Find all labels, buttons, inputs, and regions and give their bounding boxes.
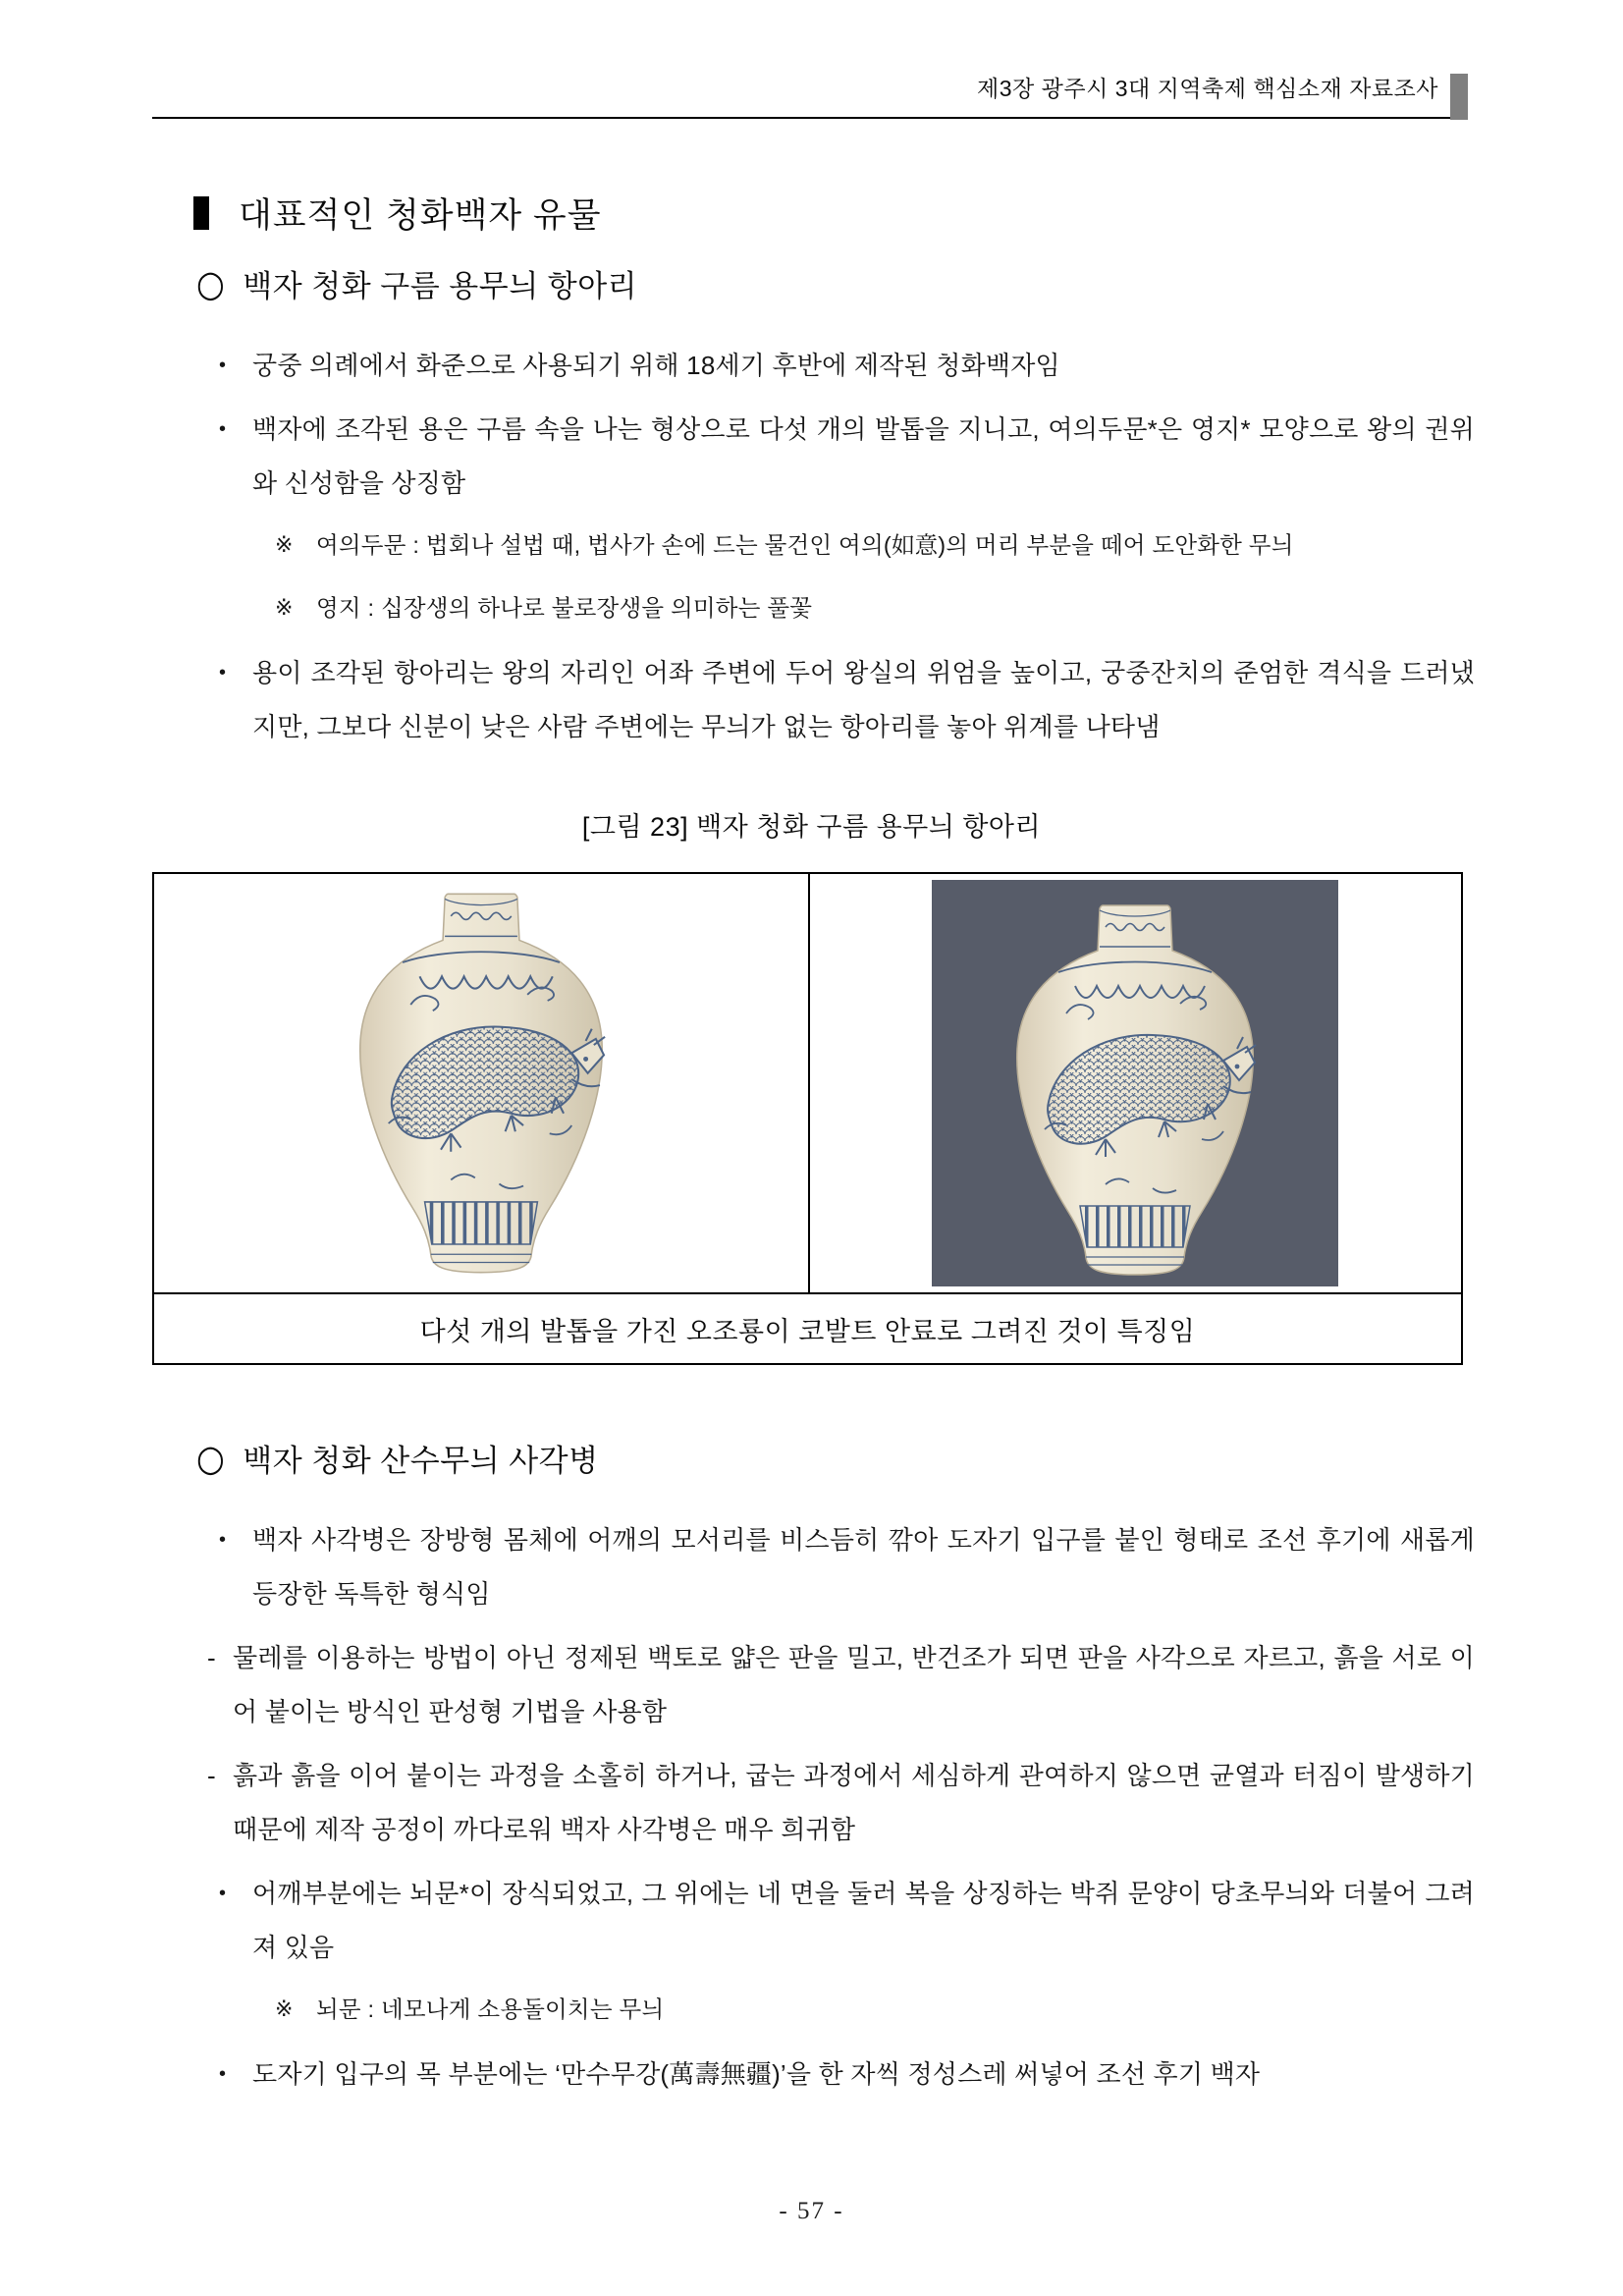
section-items <box>0 339 1623 754</box>
jar-illustration-dark-bg <box>988 894 1282 1286</box>
dash-marker: - <box>207 1761 216 1790</box>
list-item <box>219 339 1475 393</box>
section-heading-row <box>196 1436 1623 1480</box>
reference-marker: ※ <box>275 595 294 620</box>
jar-photo-dark-bg <box>932 880 1338 1286</box>
jar-illustration-white-bg <box>330 882 632 1285</box>
section-cloud-dragon-jar <box>0 261 1623 764</box>
running-head-chapter: 제3장 광주시 3대 지역축제 핵심소재 자료조사 <box>977 76 1438 101</box>
figure-caption: [그림 23] 백자 청화 구름 용무늬 항아리 <box>581 812 1042 842</box>
list-item <box>219 1867 1475 1975</box>
footnote-item <box>275 1985 1475 2034</box>
list-item <box>219 403 1475 511</box>
figure-note-text: 다섯 개의 발톱을 가진 오조룡이 코발트 안료로 그려진 것이 특징임 <box>419 1316 1196 1346</box>
footnote-item <box>275 583 1475 632</box>
list-item <box>219 646 1475 754</box>
section-heading: 백자 청화 구름 용무늬 항아리 <box>243 269 638 303</box>
footnote-text: 여의두문 : 법회나 설법 때, 법사가 손에 드는 물건인 여의(如意)의 머리 부분을 떼어 도안화한 무늬 <box>316 532 1294 558</box>
section-heading-row <box>196 261 1623 305</box>
list-item-text: 도자기 입구의 목 부분에는 ‘만수무강(萬壽無疆)’을 한 자씩 정성스레 써넣어 조선 후기 백자 <box>252 2059 1261 2089</box>
page-title: 대표적인 청화백자 유물 <box>239 196 602 235</box>
dash-marker: - <box>207 1643 216 1672</box>
bullet-marker: • <box>219 1883 227 1904</box>
bullet-marker: • <box>219 662 227 683</box>
bullet-marker: • <box>219 355 227 376</box>
list-item-text: 어깨부분에는 뇌문*이 장식되었고, 그 위에는 네 면을 둘러 복을 상징하는 박쥐 문양이 당초무늬와 더불어 그려져 있음 <box>252 1879 1475 1962</box>
figure-image-right-cell <box>808 874 1462 1292</box>
sub-list-item <box>207 1631 1475 1739</box>
list-item-text: 궁중 의례에서 화준으로 사용되기 위해 18세기 후반에 제작된 청화백자임 <box>252 351 1060 380</box>
footnote-text: 뇌문 : 네모나게 소용돌이치는 무늬 <box>316 1996 665 2022</box>
section-heading: 백자 청화 산수무늬 사각병 <box>243 1444 599 1478</box>
figure-note-row <box>154 1292 1461 1363</box>
section-items <box>0 1513 1623 2102</box>
reference-marker: ※ <box>275 532 294 557</box>
list-item <box>219 1513 1475 1621</box>
list-item-text: 용이 조각된 항아리는 왕의 자리인 어좌 주변에 두어 왕실의 위엄을 높이고, 궁중잔치의 준엄한 격식을 드러냈지만, 그보다 신분이 낮은 사람 주변에는 무늬가 없는 항아리를 놓아 위계를 나타냄 <box>252 658 1475 741</box>
bullet-marker: • <box>219 1529 227 1551</box>
title-square-marker <box>193 196 209 230</box>
sub-list-item <box>207 1749 1475 1857</box>
circle-marker-icon: ○ <box>196 1436 226 1480</box>
reference-marker: ※ <box>275 1996 294 2021</box>
page-number: - 57 - <box>779 2198 844 2224</box>
bullet-marker: • <box>219 2063 227 2085</box>
header-accent-bar <box>1450 74 1468 120</box>
header-rule <box>152 117 1450 119</box>
list-item-text: 백자 사각병은 장방형 몸체에 어깨의 모서리를 비스듬히 깎아 도자기 입구를 붙인 형태로 조선 후기에 새롭게 등장한 독특한 형식임 <box>252 1525 1475 1609</box>
list-item <box>219 2048 1475 2102</box>
list-item-text: 물레를 이용하는 방법이 아닌 정제된 백토로 얇은 판을 밀고, 반건조가 되면 판을 사각으로 자르고, 흙을 서로 이어 붙이는 방식인 판성형 기법을 사용함 <box>233 1643 1475 1726</box>
footnote-item <box>275 520 1475 570</box>
list-item-text: 백자에 조각된 용은 구름 속을 나는 형상으로 다섯 개의 발톱을 지니고, 여의두문*은 영지* 모양으로 왕의 권위와 신성함을 상징함 <box>252 414 1475 498</box>
footnote-text: 영지 : 십장생의 하나로 불로장생을 의미하는 풀꽃 <box>316 595 813 621</box>
circle-marker-icon: ○ <box>196 261 226 305</box>
list-item-text: 흙과 흙을 이어 붙이는 과정을 소홀히 하거나, 굽는 과정에서 세심하게 관여하지 않으면 균열과 터짐이 발생하기 때문에 제작 공정이 까다로워 백자 사각병은 매우 희귀함 <box>233 1761 1475 1844</box>
section-landscape-square-bottle <box>0 1436 1623 2111</box>
bullet-marker: • <box>219 418 227 440</box>
figure-table <box>152 872 1463 1365</box>
figure-image-left-cell <box>154 874 808 1292</box>
page-title-row <box>193 189 602 238</box>
